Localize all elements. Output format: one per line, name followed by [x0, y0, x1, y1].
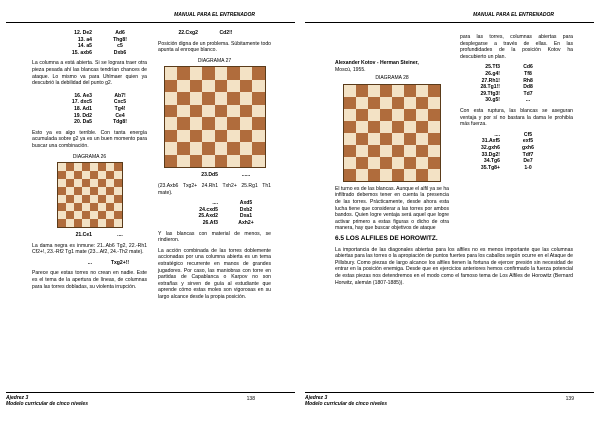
moves-block: [52, 30, 147, 56]
paragraph: La columna a está abierta. Si se lograra traer otra pieza pesada ahí las blancas tendrían chances de ataque. Lo mismo va para Uhlmaer quien ya descubrió la debilidad del punto g2.: [32, 60, 147, 87]
paragraph: El turno es de las blancas. Aunque el alfil ya se ha infiltrado debemos tener en cuenta la presencia de las torres. Prácticamente, desde ahora esta lucha tiene que considerar a las torres por ambos bandos. Quien logre ventaja será aquel que logre activar primero a estas figuras o dicho de otra manera, hay que buscar objetivos de ataque: [335, 185, 449, 232]
move-row: 26.Af3 Axh2+: [202, 219, 254, 226]
chess-diagram: [164, 66, 266, 168]
move-row: 15. axb6 Dxb6: [71, 49, 127, 56]
footer-line1: Ajedrez 3: [305, 395, 328, 401]
diagram-caption: DIAGRAMA 28: [375, 75, 409, 82]
move-row: 25.Tf3 Cd6: [485, 64, 533, 71]
diagram-caption: DIAGRAMA 27: [197, 57, 232, 64]
move-row: 25.Axd2 Dxa1: [198, 213, 253, 220]
footer-line1: Ajedrez 3: [6, 395, 29, 401]
paragraph: La acción combinada de las torres doblemente accionadas por una columna abierta es un tema estratégico recurrente en manos de grandes jugadores. Por caso, las maniobras con torre en partidas de Capablanca o Karpov no son extrañas y sirven de guía al estudiante que aprende cómo estas moles son vigorosas en su largo alcance desde la propia posición.: [158, 247, 271, 300]
move-row: 28.Tg1!! Dd8: [480, 84, 533, 91]
move-row: 31.Axf5 exf5: [481, 138, 534, 145]
paragraph: para las torres, columnas abiertas para desplegarse a través de ellas. En las profundidades de la posición Kotov ha descubierto un plan.: [460, 34, 573, 60]
section-block: [335, 230, 573, 290]
moves-block: [460, 132, 573, 172]
paragraph: La dama negra es inmune: 21..Ab6 Tg2, 22.-Rh1 Cf2+!, 23.-Rf2 Tg1 mate (23...Af2, 24.-Th2 mate).: [32, 242, 147, 256]
right-column-1: [335, 60, 449, 236]
move-row: 23.Dd5 ......: [201, 172, 251, 179]
moves-block: [178, 172, 271, 179]
left-column-2: [158, 30, 271, 304]
moves-block: [52, 232, 147, 239]
paragraph: La importancia de las diagonales abiertas para los alfiles no es menos importante que las columnas abiertas para las torres o la apropiación de puntos fuertes para los caballos según ocurre en el Ataque de Pillsbury. Como piezas de largo alcance los alfiles tienen la fortuna de ejercer presión sin necesidad de entrar en la posición enemiga. Desde que en ejercicios anteriores hemos confirmado la fuerza potencial de estas piezas nos detendremos en el modo como el famoso tema de Los Alfiles de Horowitz (Bernard Horwitz, alemán (1807-1885)).: [335, 246, 573, 286]
move-row: .... Cf5: [494, 131, 533, 138]
paragraph: Con esta ruptura, las blancas se aseguran ventaja y por sí no bastara la dama le prohibía más fuerza.: [460, 107, 573, 128]
page-footer: [6, 392, 295, 407]
moves-block: [52, 93, 147, 126]
right-page: [305, 0, 594, 424]
right-column-2: [460, 30, 573, 171]
paragraph: Posición digna de un problema. Súbitamente todo apunta al enroque blanco.: [158, 40, 271, 54]
paragraph: Esto ya es algo terrible. Con tanta energía acumulada sobre g2 ya es un buen momento para buscar una combinación.: [32, 129, 147, 149]
move-row: ... Txg2+!!: [87, 259, 130, 266]
diagram-caption: DIAGRAMA 26: [72, 153, 107, 160]
move-row: 29.Tfg3! Td7: [480, 90, 533, 97]
moves-block: [52, 260, 147, 267]
move-row: 18. Ad1 Tg4!: [74, 105, 126, 112]
move-row: .... Axd5: [212, 200, 253, 207]
move-row: 14. a5 c5: [77, 43, 123, 50]
move-row: 19. Dd2 Ce4: [73, 112, 125, 119]
moves-block: [178, 200, 271, 226]
page-footer: [305, 392, 594, 407]
move-row: 21.Ce1 ....: [75, 232, 123, 239]
header-title: MANUAL PARA EL ENTRENADOR: [473, 12, 554, 18]
move-row: 24.cxd5 Dxb2: [199, 206, 253, 213]
chess-diagram: [343, 84, 441, 182]
footer-line2: Modelo curricular de cinco niveles: [305, 401, 387, 407]
move-row: 33.Dg2! Tdf7: [481, 151, 534, 158]
moves-block: [460, 64, 573, 104]
game-title: Alexander Kotov - Herman Steiner,: [335, 60, 419, 66]
page-header: [6, 12, 295, 23]
paragraph: Y las blancas con material de menos, se rindieron.: [158, 230, 271, 244]
move-row: 30.g5! ...: [485, 97, 531, 104]
left-column-1: [32, 30, 147, 294]
move-row: 35.Tg8+ 1-0: [480, 164, 532, 171]
moves-block: [158, 30, 271, 37]
page-number: 138: [246, 396, 255, 402]
paragraph: Parece que estas torres no crean en nadie. Este es el tema de la apertura de líneas, de columnas para las torres dobladas, su violenta irrupción.: [32, 270, 147, 290]
move-row: 20. Da5 Tdg8!: [74, 119, 127, 126]
move-row: 16. Ae3 Ab7!: [74, 92, 126, 99]
header-title: MANUAL PARA EL ENTRENADOR: [174, 12, 255, 18]
footer-line2: Modelo curricular de cinco niveles: [6, 401, 88, 407]
move-row: 13. a4 Thg8!: [77, 36, 127, 43]
move-row: 34.Tg6 De7: [483, 158, 533, 165]
paragraph: (23.Axb6 Txg2+ 24.Rh1 Txh2+ 25.Rg1 Th1 mate).: [158, 182, 271, 196]
move-row: 22.Cxg2 Cd2!!: [178, 30, 233, 36]
chess-diagram: [57, 162, 123, 228]
page-number: 139: [565, 396, 574, 402]
left-page: [6, 0, 295, 424]
move-row: 27.Rh1! Rh8: [481, 77, 533, 84]
section-heading: 6.5 LOS ALFILES DE HOROWITZ.: [335, 235, 438, 242]
move-row: 26.g4! Tf8: [485, 70, 532, 77]
page-header: [305, 12, 594, 23]
move-row: 12. De2 Ad6: [74, 30, 125, 36]
move-row: 17. dxc5 Cxc5: [71, 99, 127, 106]
move-row: 32.gxh6 gxh6: [481, 144, 534, 151]
game-place: Moscú, 1955.: [335, 66, 366, 73]
